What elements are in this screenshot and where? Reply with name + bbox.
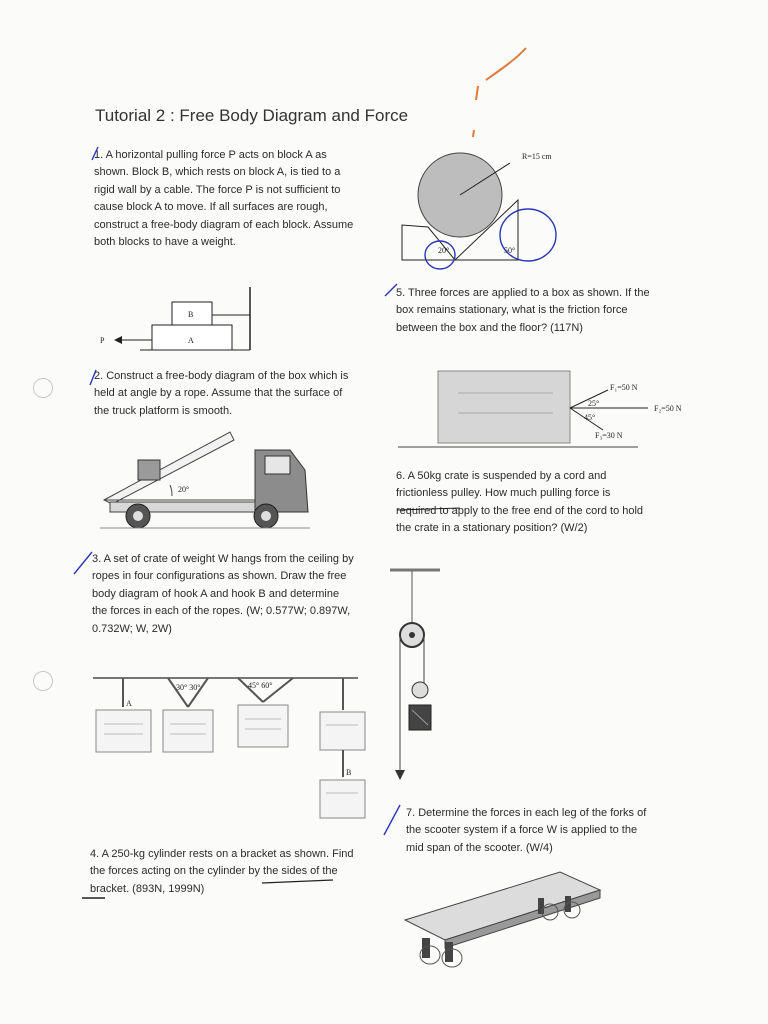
angle-right-label: 50° [504,246,516,255]
angle-45-label: 45° [584,413,596,422]
angle-25-label: 25° [588,399,600,408]
force-3-label: F₃=30 N [595,431,623,440]
force-2-label: F₂=50 N [654,404,682,413]
angles-c: 45° 60° [248,681,273,690]
question-6-text: 6. A 50kg crate is suspended by a cord and frictionless pulley. How much pulling force is required to apply to the free end of the cord to hold the crate in a stationary position? (W/2) [396,470,644,535]
label-p: P [100,336,105,345]
force-1-label: F₁=50 N [610,383,638,392]
label-angle: 20° [178,485,190,494]
question-1-text: 1. A horizontal pulling force P acts on block A as shown. Block B, which rests on block A, is tied to a rigid wall by a cable. The force P is not sufficient to cause block A to move. If all surfaces are rough, construct a free-body diagram of each block. Assume both blocks to have a weight. [94,149,354,249]
question-7-text: 7. Determine the forces in each leg of the forks of the scooter system if a force W is applied to the mid span of the scooter. (W/4) [406,807,647,854]
question-4-text: 4. A 250-kg cylinder rests on a bracket as shown. Find the forces acting on the cylinder by the sides of the bracket. (893N, 1999N) [90,848,354,895]
question-5-text: 5. Three forces are applied to a box as shown. If the box remains stationary, what is the friction force between the box and the floor? (117N) [396,287,650,334]
hook-a-label: A [126,699,132,708]
angles-b: 30° 30° [176,683,201,692]
question-3-text: 3. A set of crate of weight W hangs from the ceiling by ropes in four configurations as shown. Draw the free body diagram of hook A and hook B and determine the forces in each of the ropes. (W; 0.577W; 0.897W, 0.732W; W, 2W) [92,553,354,635]
label-b: B [188,310,194,319]
radius-label: R=15 cm [522,152,552,161]
question-2-text: 2. Construct a free-body diagram of the box which is held at angle by a rope. Assume that the surface of the truck platform is smooth. [94,370,349,417]
angle-left-label: 20° [438,246,450,255]
page-title: Tutorial 2 : Free Body Diagram and Force [95,106,409,125]
label-a: A [188,336,194,345]
hook-b-label: B [346,768,352,777]
